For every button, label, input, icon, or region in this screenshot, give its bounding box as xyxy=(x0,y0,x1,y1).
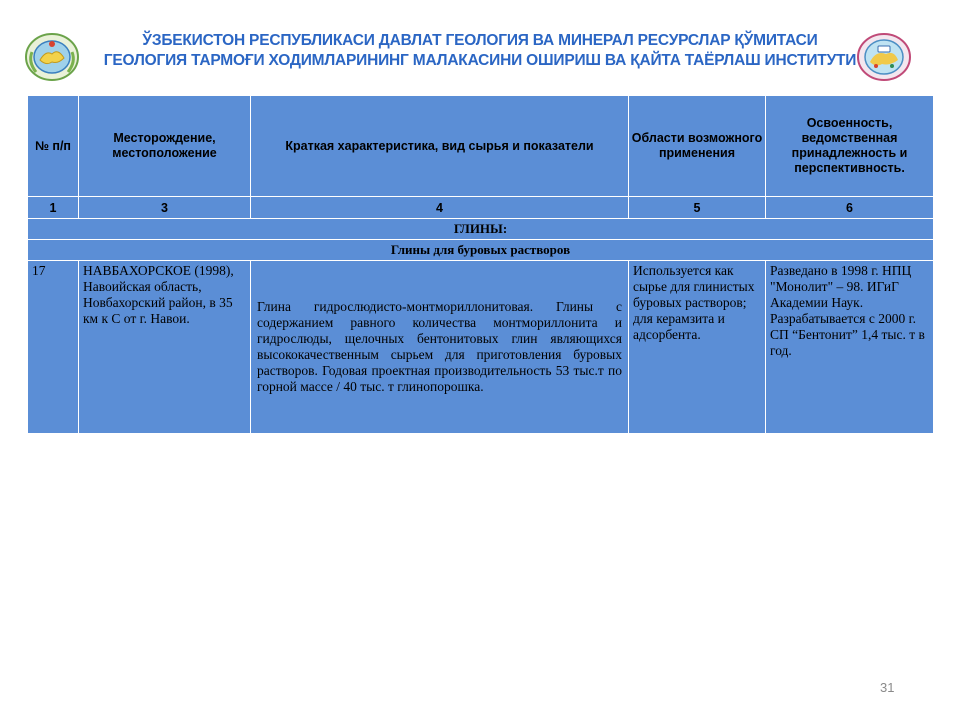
column-number-cell: 4 xyxy=(251,197,629,219)
deposits-table xyxy=(27,95,934,434)
header-cell-application: Области возможного применения xyxy=(629,96,766,197)
table-row xyxy=(28,261,934,434)
header-title-line1: ЎЗБЕКИСТОН РЕСПУБЛИКАСИ ДАВЛАТ ГЕОЛОГИЯ ВА МИНЕРАЛ РЕСУРСЛАР ҚЎМИТАСИ xyxy=(142,32,818,49)
section-title: ГЛИНЫ: xyxy=(28,219,934,240)
row-status-cell: Разведано в 1998 г. НПЦ "Монолит" – 98. ИГиГ Академии Наук. Разрабатывается с 2000 г. СП “Бентонит” 1,4 тыс. т в год. xyxy=(766,261,934,434)
subsection-title: Глины для буровых растворов xyxy=(28,240,934,261)
column-number-cell: 6 xyxy=(766,197,934,219)
header-cell-number: № п/п xyxy=(28,96,79,197)
row-deposit-cell: НАВБАХОРСКОЕ (1998), Навоийская область, Новбахорский район, в 35 км к С от г. Навои. xyxy=(79,261,251,434)
row-application-cell: Используется как сырье для глинистых буровых растворов; для керамзита и адсорбента. xyxy=(629,261,766,434)
column-number-cell: 5 xyxy=(629,197,766,219)
column-number-cell: 1 xyxy=(28,197,79,219)
header-cell-description: Краткая характеристика, вид сырья и показатели xyxy=(251,96,629,197)
slide-header xyxy=(0,28,960,78)
header-cell-deposit: Месторождение, местоположение xyxy=(79,96,251,197)
column-number-cell: 3 xyxy=(79,197,251,219)
page-number: 31 xyxy=(880,680,895,695)
column-numbers-row xyxy=(28,197,934,219)
section-row xyxy=(28,219,934,240)
row-number-cell: 17 xyxy=(28,261,79,434)
header-cell-status: Освоенность, ведомственная принадлежность и перспективность. xyxy=(766,96,934,197)
row-description-cell: Глина гидрослюдисто-монтмориллонитовая. Глины с содержанием равного количества монтмориллонита и гидрослюды, щелочных бентонитовых глин являющихся высококачественным сырьем для приготовления буровых растворов. Годовая проектная производительность 53 тыс.т по горной массе / 40 тыс. т глинопорошка. xyxy=(251,261,629,434)
header-title-line2: ГЕОЛОГИЯ ТАРМОҒИ ХОДИМЛАРИНИНГ МАЛАКАСИНИ ОШИРИШ ВА ҚАЙТА ТАЁРЛАШ ИНСТИТУТИ xyxy=(103,52,857,69)
table-header-row xyxy=(28,96,934,197)
state-emblem-icon xyxy=(24,32,80,82)
institute-logo-icon xyxy=(856,32,912,82)
subsection-row xyxy=(28,240,934,261)
